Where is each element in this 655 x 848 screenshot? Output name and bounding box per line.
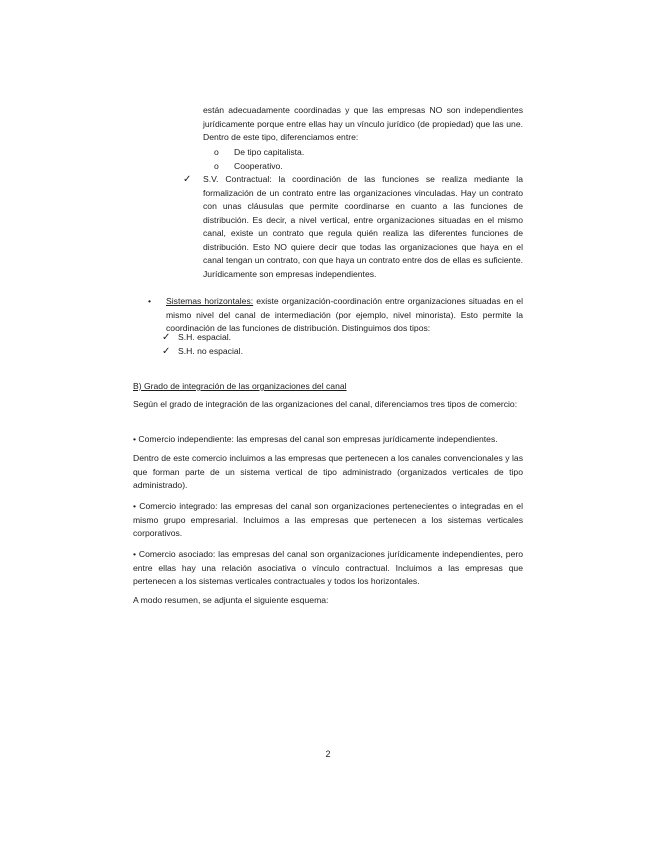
- contractual-text: S.V. Contractual: la coordinación de las funciones se realiza mediante la formalización de un contrato entre las organizaciones vinculadas. Hay un contrato con unas cláusulas que permite coordinarse en cuanto a las funciones de distribución. Es decir, a nivel vertical, entre organizaciones situadas en el mismo canal, existe un contrato que regula quién realiza las diferentes funciones de distribución. Esto NO quiere decir que todas las organizaciones que haya en el canal tengan un contrato, con que haya un contrato entre dos de ellas es suficiente. Jurídicamente son empresas independientes.: [203, 174, 523, 279]
- bullet-icon: •: [148, 296, 152, 306]
- horizontal-systems-title: Sistemas horizontales:: [166, 296, 254, 306]
- circle-bullet-icon: o: [214, 147, 219, 157]
- sub-list-item: [214, 146, 304, 160]
- integrated-commerce-paragraph: • Comercio integrado: las empresas del canal son organizaciones pertenecientes o integradas en el mismo grupo empresarial. Incluimos a las empresas que pertenecen a los sistemas verticales corporativos.: [133, 501, 523, 538]
- circle-bullet-icon: o: [214, 161, 219, 171]
- continuation-paragraph: están adecuadamente coordinadas y que las empresas NO son independientes jurídicamente porque entre ellas hay un vínculo jurídico (de propiedad) que las une. Dentro de este tipo, diferenciamos entre:: [203, 105, 523, 142]
- horizontal-type-text: S.H. espacial.: [178, 332, 232, 342]
- independent-commerce-paragraph: • Comercio independiente: las empresas del canal son empresas jurídicamente independientes.: [133, 434, 498, 444]
- sub-list-item: [214, 160, 283, 174]
- associated-commerce-paragraph: • Comercio asociado: las empresas del canal son organizaciones jurídicamente independientes, pero entre ellas hay una relación asociativa o vínculo contractual. Incluimos a las empresas que pertenecen a los sistemas verticales contractuales y todos los horizontales.: [133, 549, 523, 586]
- checkmark-icon: ✓: [162, 346, 171, 357]
- checkmark-icon: ✓: [183, 174, 192, 185]
- independent-commerce-detail: Dentro de este comercio incluimos a las empresas que pertenecen a los canales convencionales y las que forman parte de un sistema vertical de tipo administrado (organizados verticales de tipo administrado).: [133, 453, 523, 490]
- horizontal-systems-description: existe organización-coordinación entre organizaciones situadas en el mismo nivel del canal de intermediación (por ejemplo, nivel minorista). Esto permite la coordinación de las funciones de distribución. Distinguimos dos tipos:: [166, 296, 523, 333]
- closing-paragraph: A modo resumen, se adjunta el siguiente esquema:: [133, 595, 329, 605]
- page-number: 2: [325, 749, 331, 759]
- sub-list-item-text: De tipo capitalista.: [234, 147, 305, 157]
- sub-list-item-text: Cooperativo.: [234, 161, 283, 171]
- horizontal-type-item: [162, 331, 231, 345]
- section-heading: B) Grado de integración de las organizaciones del canal: [133, 381, 347, 391]
- horizontal-systems-text: [166, 295, 523, 336]
- horizontal-type-text: S.H. no espacial.: [178, 346, 243, 356]
- checkmark-icon: ✓: [162, 332, 171, 343]
- horizontal-type-item: [162, 345, 243, 359]
- intro-paragraph: Según el grado de integración de las organizaciones del canal, diferenciamos tres tipos de comercio:: [133, 399, 518, 409]
